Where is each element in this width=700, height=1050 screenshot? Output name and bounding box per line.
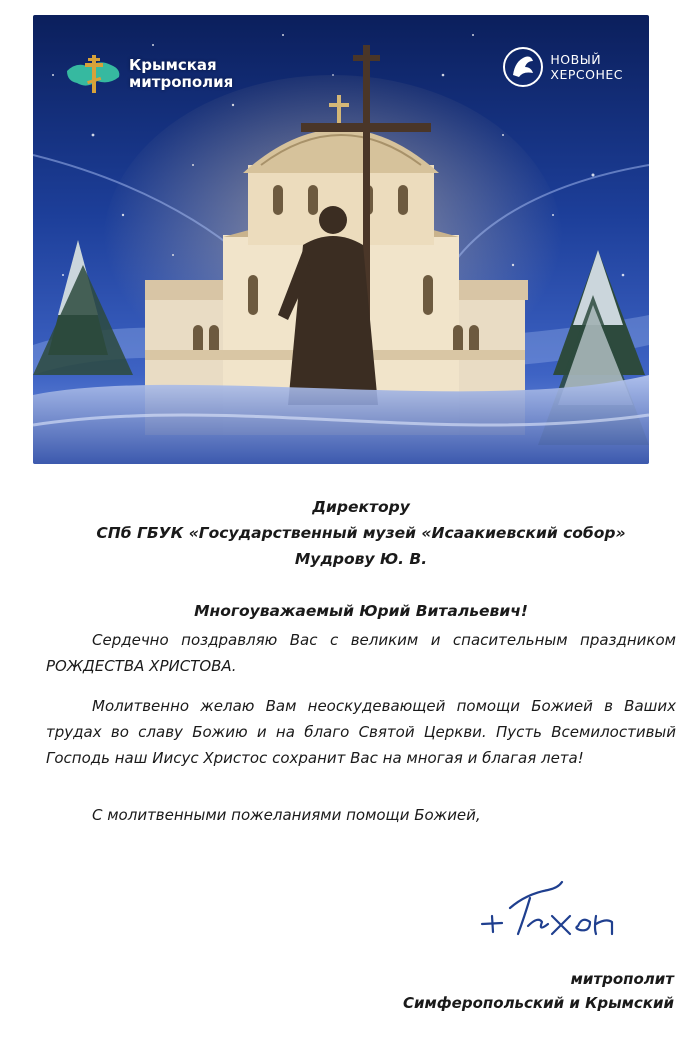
addressee-line-2: СПб ГБУК «Государственный музей «Исаакиевский собор» xyxy=(96,524,626,542)
paragraph-congratulation: Сердечно поздравляю Вас с великим и спасительным праздником РОЖДЕСТВА ХРИСТОВА. xyxy=(46,631,676,675)
signatory-title-block xyxy=(403,967,674,1015)
closing-line: С молитвенными пожеланиями помощи Божией, xyxy=(92,806,481,824)
addressee-line-3: Мудрову Ю. В. xyxy=(294,550,428,568)
header-banner-image xyxy=(33,15,649,464)
signatory-see: Симферопольский и Крымский xyxy=(403,994,674,1012)
signatory-rank: митрополит xyxy=(570,970,674,988)
logo-right-text xyxy=(550,52,623,82)
crimean-metropolis-logo xyxy=(63,51,233,97)
new-chersonesos-logo xyxy=(501,45,623,89)
handwritten-signature xyxy=(478,872,628,942)
griffin-emblem-icon xyxy=(501,45,545,89)
crimea-map-cross-icon xyxy=(63,51,125,97)
logo-right-line1: НОВЫЙ xyxy=(550,52,602,67)
addressee-block xyxy=(46,494,676,572)
logo-right-line2: ХЕРСОНЕС xyxy=(550,67,623,82)
logo-left-line1: Крымская xyxy=(129,56,217,74)
addressee-line-1: Директору xyxy=(312,498,410,516)
logo-left-text xyxy=(129,57,233,91)
salutation: Многоуважаемый Юрий Витальевич! xyxy=(194,602,528,620)
logo-left-line2: митрополия xyxy=(129,73,234,91)
paragraph-wishes: Молитвенно желаю Вам неоскудевающей помощи Божией в Ваших трудах во славу Божию и на благо Святой Церкви. Пусть Всемилостивый Господь наш Иисус Христос сохранит Вас на многая и благая лета! xyxy=(46,697,676,767)
